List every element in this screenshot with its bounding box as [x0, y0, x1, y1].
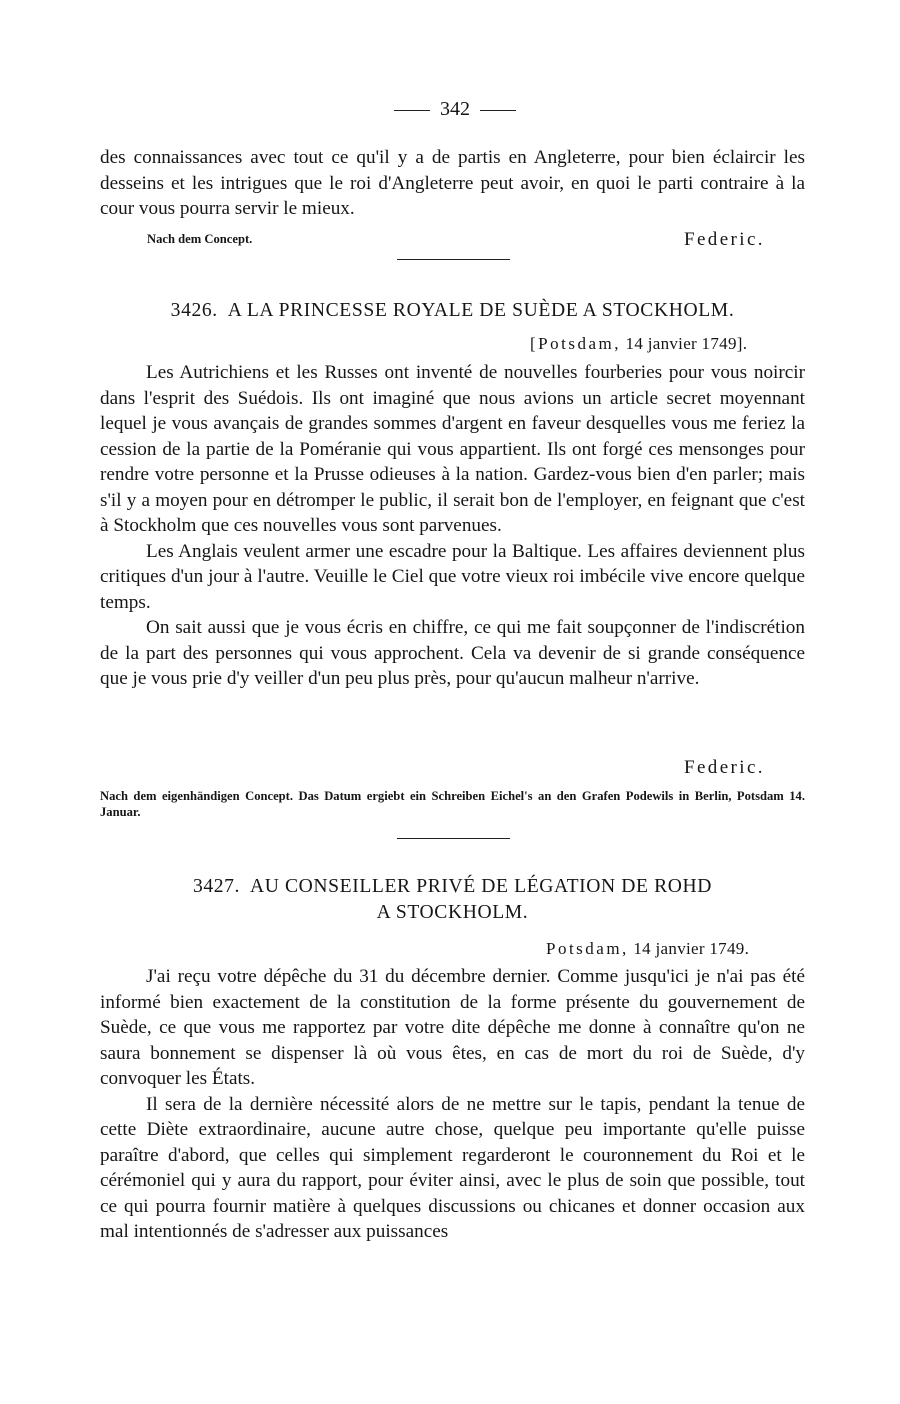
- letter-3426-date: 14 janvier 1749].: [625, 334, 748, 353]
- continuation-source-note: Nach dem Concept.: [147, 232, 253, 246]
- section-divider: [397, 838, 510, 839]
- page-header: [370, 98, 540, 121]
- section-divider: [397, 259, 510, 260]
- letter-3426-date-place: [Potsdam,: [530, 334, 621, 353]
- letter-3427-dateline: [546, 939, 749, 959]
- letter-3426-heading: [100, 298, 805, 324]
- continuation-paragraph: des connaissances avec tout ce qu'il y a de partis en Angleterre, pour bien éclaircir les desseins et les intrigues que le roi d'Angleterre peut avoir, en quoi le parti contraire à la cour vous pourra servir le mieux.: [100, 147, 805, 219]
- letter-3426-dateline: [530, 334, 747, 354]
- letter-3427-number: 3427.: [192, 876, 241, 897]
- letter-3426-paragraph: Les Anglais veulent armer une escadre pour la Baltique. Les affaires deviennent plus critiques d'un jour à l'autre. Veuille le Ciel que votre vieux roi imbécile vive encore quelque temps.: [100, 540, 805, 613]
- letter-3426-paragraph: Les Autrichiens et les Russes ont inventé de nouvelles fourberies pour vous noircir dans l'esprit des Suédois. Ils ont imaginé que nous avions un article secret moyennant lequel je vous avançais de grandes sommes d'argent en faveur desquelles vous me feriez la cession de la partie de la Poméranie qui vous appartient. Ils ont forgé ces mensonges pour rendre votre personne et la Prusse odieuses à la nation. Gardez-vous bien d'en parler; mais s'il y a moyen pour en détromper le public, il serait bon de l'employer, en feignant que c'est à Stockholm que ces nouvelles vous sont parvenues.: [100, 362, 805, 536]
- letter-3427-paragraph: Il sera de la dernière nécessité alors de ne mettre sur le tapis, pendant la tenue de cette Diète extraordinaire, aucune autre chose, quelque peu importante qu'elle puisse paraître d'abord, que celles qui simplement regarderont le couronnement du Roi et le cérémoniel qui y aura du rapport, pour éviter ainsi, avec le plus de soin que possible, tout ce qui pourra fournir matière à quelques discussions ou chicanes et donner occasion aux mal intentionnés de s'adresser aux puissances: [100, 1093, 805, 1242]
- letter-3426-number: 3426.: [170, 300, 218, 321]
- letter-3427-title: AU CONSEILLER PRIVÉ DE LÉGATION DE ROHD: [249, 876, 713, 897]
- letter-3427-heading-line1: [100, 874, 805, 900]
- continuation-text: [100, 145, 805, 222]
- letter-3426-body: [100, 360, 805, 692]
- continuation-signature: Federic.: [684, 229, 765, 250]
- letter-3427-title-line2: A STOCKHOLM.: [376, 902, 529, 923]
- letter-3427-heading: [100, 874, 805, 926]
- letter-3427-date-place: Potsdam,: [546, 939, 629, 958]
- header-dash-right: [480, 110, 516, 111]
- letter-3426-paragraph: On sait aussi que je vous écris en chiffre, ce qui me fait soupçonner de l'indiscrétion de la part des personnes qui vous approchent. Cela va devenir de si grande conséquence que je vous prie d'y veiller d'un peu plus près, pour qu'aucun malheur n'arrive.: [100, 617, 805, 689]
- letter-3426-source-note: Nach dem eigenhändigen Concept. Das Datum ergiebt ein Schreiben Eichel's an den Grafen Podewils in Berlin, Potsdam 14. Januar.: [100, 789, 805, 819]
- letter-3426-note-block: [100, 788, 805, 820]
- header-dash-left: [394, 110, 430, 111]
- page-number: 342: [440, 98, 470, 120]
- letter-3427-date: 14 janvier 1749.: [633, 939, 750, 958]
- letter-3426-title: A LA PRINCESSE ROYALE DE SUÈDE A STOCKHOLM.: [227, 300, 735, 321]
- letter-3426-signature: Federic.: [684, 757, 765, 778]
- letter-3427-body: [100, 964, 805, 1245]
- letter-3427-paragraph: J'ai reçu votre dépêche du 31 du décembre dernier. Comme jusqu'ici je n'ai pas été informé bien exactement de la constitution de la forme présente du gouvernement de Suède, ce que vous me rapportez par votre dite dépêche me donne à connaître qu'on ne saura bonnement se dispenser là où vous êtes, en cas de mort du roi de Suède, d'y convoquer les États.: [100, 966, 805, 1089]
